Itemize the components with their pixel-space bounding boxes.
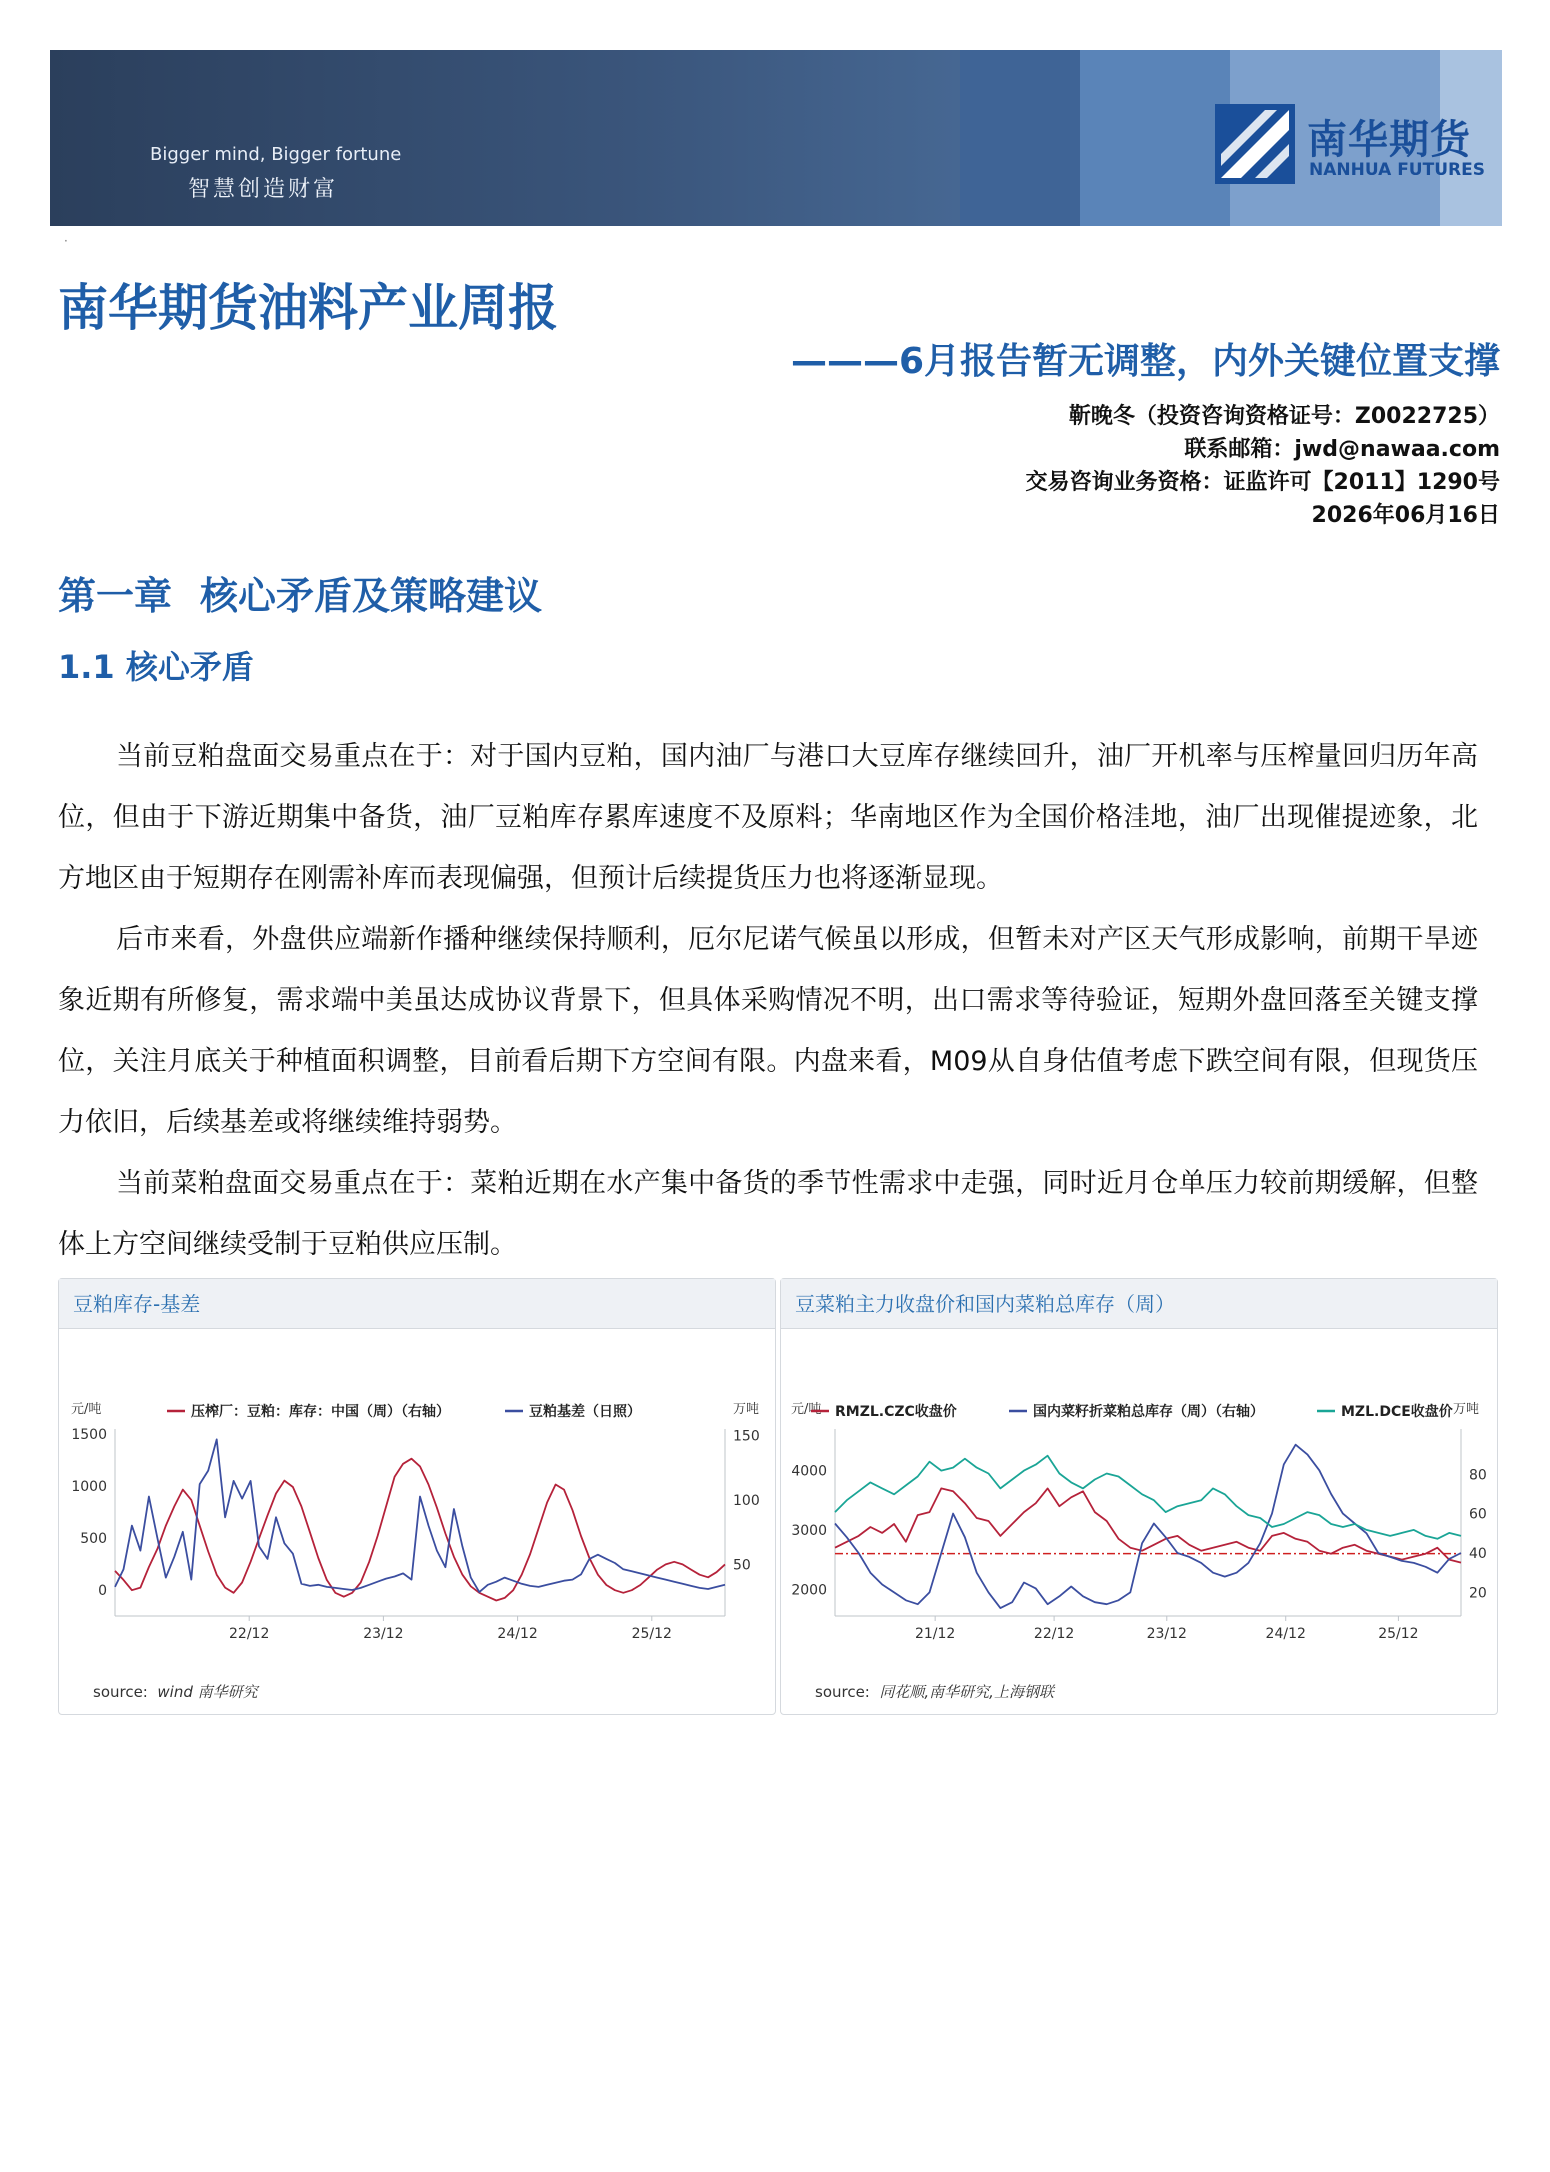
chapter-heading xyxy=(58,565,542,620)
chapter-title: 核心矛盾及策略建议 xyxy=(200,574,543,618)
header-banner xyxy=(50,50,1502,226)
chart-source: source: 同花顺,南华研究,上海钢联 xyxy=(815,1683,1054,1701)
chart-meal-price-rapeseed-inventory xyxy=(781,1329,1497,1669)
legend-label: 豆粕基差（日照） xyxy=(529,1404,641,1420)
paragraph: 当前菜粕盘面交易重点在于：菜粕近期在水产集中备货的季节性需求中走强，同时近月仓单压力较前期缓解，但整体上方空间继续受制于豆粕供应压制。 xyxy=(58,1168,1478,1260)
author-line: 靳晚冬（投资咨询资格证号：Z0022725） xyxy=(1068,404,1500,429)
right-unit-label: 万吨 xyxy=(1453,1402,1480,1417)
banner-band xyxy=(1080,50,1230,226)
banner-band xyxy=(960,50,1080,226)
series-line xyxy=(115,1459,725,1601)
slogan-chinese: 智慧创造财富 xyxy=(188,177,339,202)
legend-label: MZL.DCE收盘价 xyxy=(1341,1404,1453,1420)
left-tick-label: 4000 xyxy=(791,1463,827,1480)
series-line xyxy=(835,1488,1461,1562)
logo-text-chinese: 南华期货 xyxy=(1307,117,1471,163)
left-tick-label: 1500 xyxy=(71,1427,107,1444)
x-tick-label: 25/12 xyxy=(1378,1626,1419,1642)
legend-label: 压榨厂：豆粕：库存：中国（周）（右轴） xyxy=(191,1404,450,1420)
right-tick-label: 50 xyxy=(733,1557,751,1574)
right-tick-label: 100 xyxy=(733,1492,760,1509)
nanhua-logo-icon xyxy=(1215,104,1295,184)
left-unit-label: 元/吨 xyxy=(71,1402,102,1417)
legend-label: RMZL.CZC收盘价 xyxy=(835,1404,957,1420)
chapter-number: 第一章 xyxy=(58,574,173,618)
report-date: 2026年06月16日 xyxy=(1311,503,1500,528)
chart-source-text: wind 南华研究 xyxy=(157,1683,258,1701)
series-line xyxy=(115,1439,725,1592)
chart-soymeal-inventory-basis xyxy=(59,1329,775,1669)
paragraph: 后市来看，外盘供应端新作播种继续保持顺利，厄尔尼诺气候虽以形成，但暂未对产区天气形成影响，前期干旱迹象近期有所修复，需求端中美虽达成协议背景下，但具体采购情况不明，出口需求等待验证，短期外盘回落至关键支撑位，关注月底关于种植面积调整，目前看后期下方空间有限。内盘来看，M09从自身估值考虑下跌空间有限，但现货压力依旧，后续基差或将继续维持弱势。 xyxy=(58,924,1478,1138)
x-tick-label: 23/12 xyxy=(363,1626,404,1642)
legend-label: 国内菜籽折菜粕总库存（周）（右轴） xyxy=(1033,1404,1264,1420)
logo-text-english: NANHUA FUTURES xyxy=(1309,160,1485,180)
chart-source: source: wind 南华研究 xyxy=(93,1683,258,1701)
chart-source-text: 同花顺,南华研究,上海钢联 xyxy=(879,1683,1054,1701)
x-tick-label: 21/12 xyxy=(914,1626,956,1642)
series-line xyxy=(835,1456,1461,1539)
right-unit-label: 万吨 xyxy=(733,1402,760,1417)
dot-mark: · xyxy=(64,234,68,248)
email-line: 联系邮箱：jwd@nawaa.com xyxy=(1184,437,1500,462)
chart-panel-meal-price-rapeseed-inventory xyxy=(780,1278,1498,1715)
left-tick-label: 0 xyxy=(98,1583,107,1600)
report-title: 南华期货油料产业周报 xyxy=(58,279,558,337)
x-tick-label: 24/12 xyxy=(1265,1626,1306,1642)
license-line: 交易咨询业务资格：证监许可【2011】1290号 xyxy=(1025,470,1500,495)
body-text xyxy=(58,726,1478,1275)
left-tick-label: 500 xyxy=(80,1531,107,1548)
company-logo xyxy=(1215,102,1485,186)
left-tick-label: 1000 xyxy=(71,1479,107,1496)
chart-title: 豆菜粕主力收盘价和国内菜粕总库存（周） xyxy=(781,1279,1497,1329)
left-tick-label: 3000 xyxy=(791,1522,827,1539)
x-tick-label: 24/12 xyxy=(497,1626,538,1642)
chart-panel-soymeal-inventory-basis xyxy=(58,1278,776,1715)
chart-title: 豆粕库存-基差 xyxy=(59,1279,775,1329)
paragraph: 当前豆粕盘面交易重点在于：对于国内豆粕，国内油厂与港口大豆库存继续回升，油厂开机率与压榨量回归历年高位，但由于下游近期集中备货，油厂豆粕库存累库速度不及原料；华南地区作为全国价格洼地，油厂出现催提迹象，北方地区由于短期存在刚需补库而表现偏强，但预计后续提货压力也将逐渐显现。 xyxy=(58,741,1478,894)
section-heading: 1.1 核心矛盾 xyxy=(58,648,254,686)
right-tick-label: 40 xyxy=(1469,1546,1487,1563)
series-line xyxy=(835,1445,1461,1608)
right-tick-label: 20 xyxy=(1469,1585,1487,1602)
x-tick-label: 22/12 xyxy=(1033,1626,1075,1642)
slogan-english: Bigger mind, Bigger fortune xyxy=(150,144,402,165)
left-tick-label: 2000 xyxy=(791,1582,827,1599)
x-tick-label: 23/12 xyxy=(1146,1626,1187,1642)
x-tick-label: 25/12 xyxy=(631,1626,672,1642)
left-unit-label: 元/吨 xyxy=(791,1402,822,1417)
x-tick-label: 22/12 xyxy=(229,1626,270,1642)
right-tick-label: 150 xyxy=(733,1428,760,1445)
right-tick-label: 60 xyxy=(1469,1506,1487,1523)
right-tick-label: 80 xyxy=(1469,1467,1487,1484)
report-subtitle: ———6月报告暂无调整，内外关键位置支撑 xyxy=(790,341,1500,382)
author-block xyxy=(1026,400,1500,532)
